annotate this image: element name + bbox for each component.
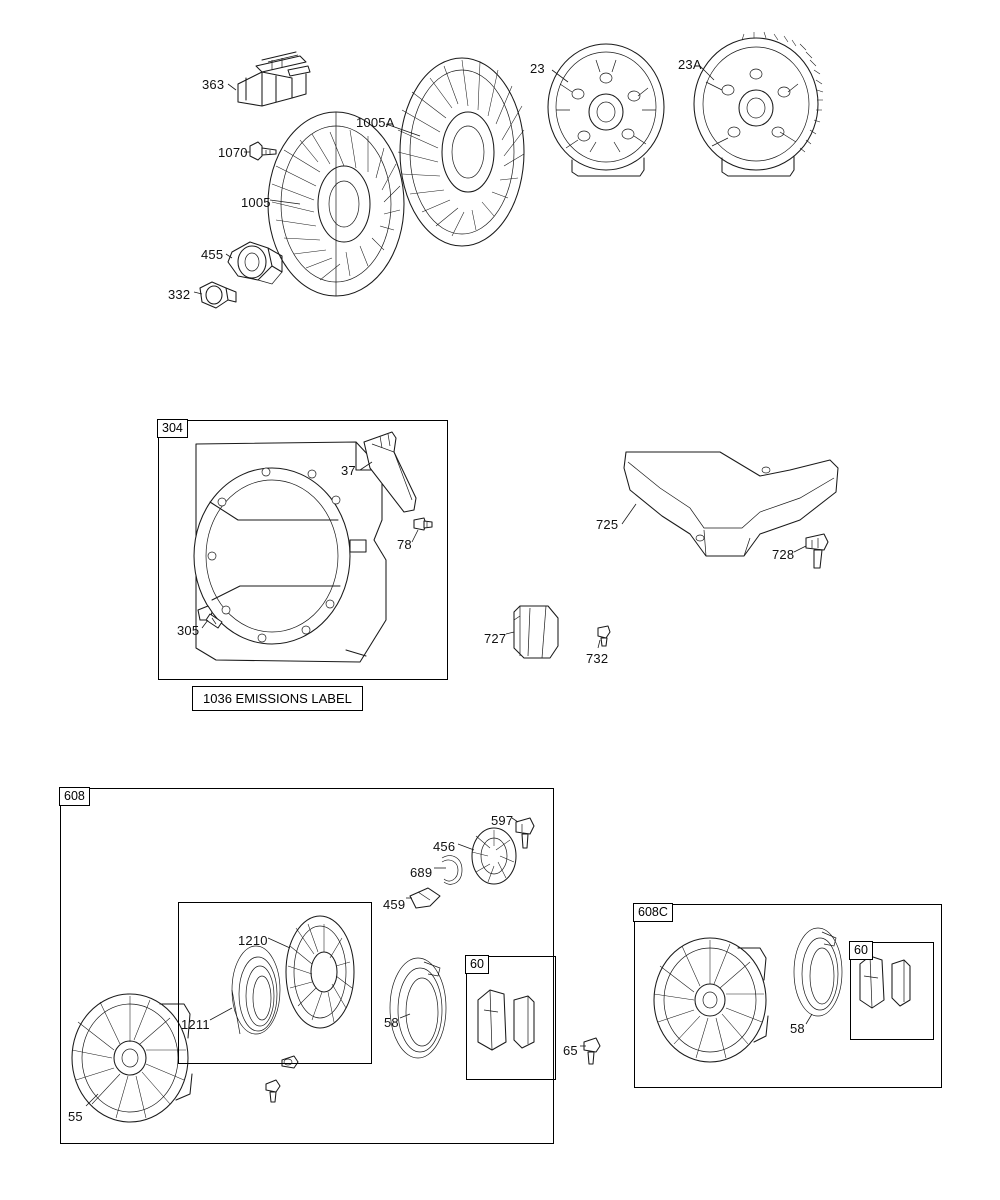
group-box-pulley-spring xyxy=(178,902,372,1064)
callout-363: 363 xyxy=(202,77,225,92)
callout-725: 725 xyxy=(596,517,619,532)
group-box-60-left xyxy=(466,956,556,1080)
callout-23A: 23A xyxy=(678,57,702,72)
group-label-304: 304 xyxy=(157,419,188,438)
callout-58-right: 58 xyxy=(790,1021,805,1036)
part-332-nut xyxy=(200,282,236,308)
group-label-608c: 608C xyxy=(633,903,673,922)
callout-305: 305 xyxy=(177,623,200,638)
callout-1210: 1210 xyxy=(238,933,268,948)
part-1070-screw xyxy=(250,142,276,160)
callout-727: 727 xyxy=(484,631,507,646)
callout-597: 597 xyxy=(491,813,514,828)
part-363-ignition-armature xyxy=(238,52,310,106)
part-1005-rotating-screen xyxy=(268,112,404,296)
callout-1005A: 1005A xyxy=(356,115,395,130)
callout-332: 332 xyxy=(168,287,191,302)
part-455-washer xyxy=(228,242,282,284)
callout-23: 23 xyxy=(530,61,545,76)
group-label-60-right: 60 xyxy=(849,941,873,960)
part-65-screw xyxy=(584,1038,600,1064)
part-1005A-flywheel-fan xyxy=(398,58,524,246)
part-23-flywheel xyxy=(548,44,664,176)
emissions-label: 1036 EMISSIONS LABEL xyxy=(192,686,363,711)
callout-65: 65 xyxy=(563,1043,578,1058)
part-23A-flywheel-with-ring-gear xyxy=(694,32,823,176)
callout-728: 728 xyxy=(772,547,795,562)
part-732-screw xyxy=(598,626,610,646)
callout-689: 689 xyxy=(410,865,433,880)
group-label-60-left: 60 xyxy=(465,955,489,974)
callout-55: 55 xyxy=(68,1109,83,1124)
callout-1005: 1005 xyxy=(241,195,271,210)
part-727-heat-shield xyxy=(514,606,558,658)
callout-1070: 1070 xyxy=(218,145,248,160)
callout-455: 455 xyxy=(201,247,224,262)
callout-1211: 1211 xyxy=(181,1017,210,1032)
callout-459: 459 xyxy=(383,897,406,912)
callout-58: 58 xyxy=(384,1015,399,1030)
callout-37: 37 xyxy=(341,463,356,478)
callout-78: 78 xyxy=(397,537,412,552)
group-label-608: 608 xyxy=(59,787,90,806)
part-728-screw xyxy=(806,534,828,568)
callout-732: 732 xyxy=(586,651,609,666)
callout-456: 456 xyxy=(433,839,456,854)
